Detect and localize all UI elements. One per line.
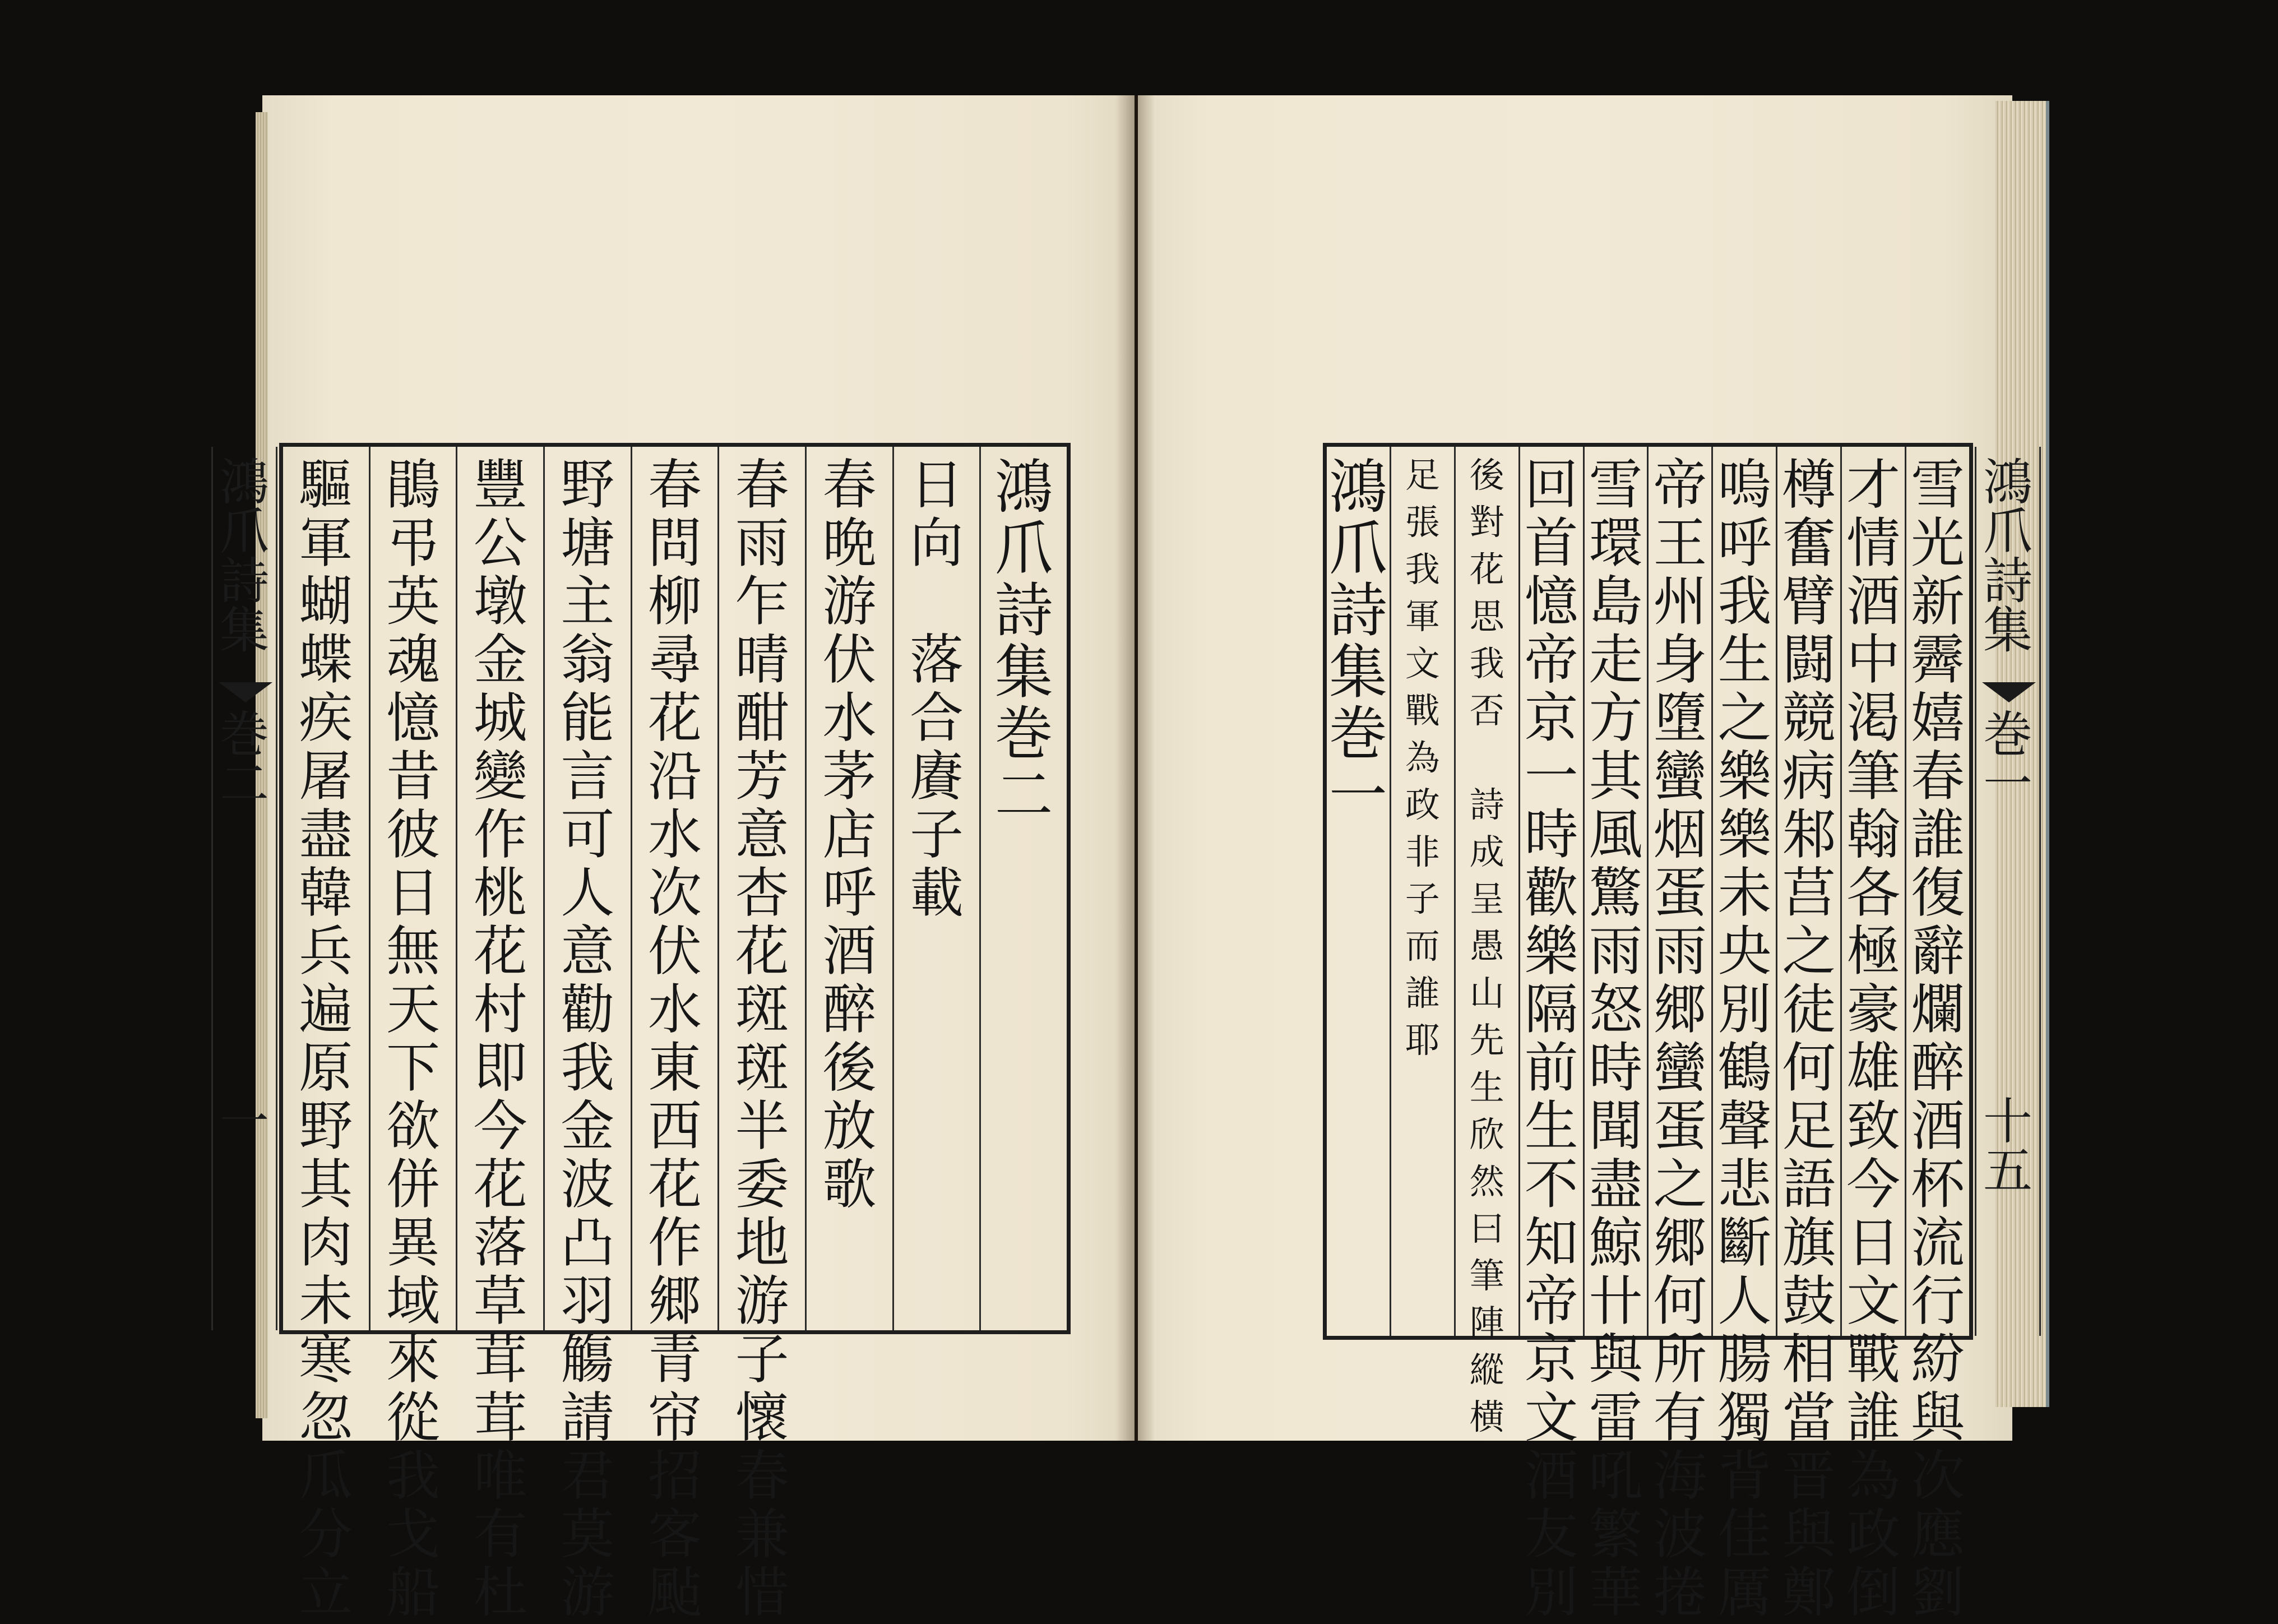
text-column — [1327, 447, 1391, 1336]
column-text: 豐 公 墩 金 城 變 作 桃 花 村 即 今 花 落 草 茸 茸 唯 有 杜 — [473, 454, 527, 1624]
column-text: 雪 光 新 霽 嬉 春 誰 復 辭 爛 醉 酒 杯 流 行 紛 與 次 應 劉 — [1911, 454, 1965, 1624]
column-text: 鵑 弔 英 魂 憶 昔 彼 日 無 天 下 欲 併 異 域 來 從 我 戈 船 — [386, 454, 440, 1624]
column-text: 春 晩 游 伏 水 茅 店 呼 酒 醉 後 放 歌 — [822, 454, 877, 1216]
left-columns — [283, 447, 1067, 1624]
right-strip-page: 十五 — [1983, 1093, 2032, 1200]
text-column — [371, 447, 458, 1624]
left-text-block — [219, 443, 1071, 1624]
column-text: 後 對 花 思 我 否 詩 成 呈 愚 山 先 生 欣 然 曰 筆 陣 縱 横 — [1469, 455, 1504, 1437]
column-text: 春 問 柳 尋 花 沿 水 次 伏 水 東 西 花 作 郷 青 帘 招 客 颭 — [647, 454, 702, 1624]
left-strip-title: 鴻爪詩集 — [219, 454, 269, 659]
text-column — [1391, 447, 1456, 1336]
column-text: 帝 王 州 身 墮 蠻 烟 蛋 雨 郷 蠻 蛋 之 郷 何 所 有 海 波 捲 — [1653, 454, 1707, 1624]
text-column — [719, 447, 807, 1624]
column-text: 雪 環 島 走 方 其 風 驚 雨 怒 時 聞 盡 鯨 卄 與 雷 吼 繁 華 — [1589, 454, 1643, 1624]
fish-tail-mark — [219, 682, 272, 702]
right-columns — [1327, 447, 1969, 1624]
left-strip-volume: 巻二 — [219, 706, 269, 813]
text-column — [1520, 447, 1585, 1624]
text-column — [283, 447, 371, 1624]
column-text: 回 首 憶 帝 京 一 時 歡 樂 隔 前 生 不 知 帝 京 文 酒 友 別 — [1524, 454, 1578, 1624]
right-center-strip — [1975, 447, 2041, 1336]
left-center-strip — [211, 447, 277, 1330]
text-column — [1585, 447, 1649, 1624]
column-text: 鴻 爪 詩 集 巻 一 — [1328, 453, 1387, 830]
text-column — [807, 447, 894, 1330]
text-column — [1842, 447, 1906, 1624]
column-text: 足 張 我 軍 文 戰 為 政 非 子 而 誰 耶 — [1405, 455, 1440, 1061]
text-column — [632, 447, 720, 1624]
column-text: 才 情 酒 中 渇 筆 翰 各 極 豪 雄 致 今 日 文 戰 誰 為 政 倒 — [1846, 454, 1901, 1624]
right-text-block — [1323, 443, 2032, 1624]
column-text: 日 向 落 合 賡 子 載 — [909, 454, 964, 924]
column-text: 野 塘 主 翁 能 言 可 人 意 勸 我 金 波 凸 羽 觴 請 君 莫 游 — [561, 454, 615, 1624]
column-text: 春 雨 乍 晴 酣 芳 意 杏 花 斑 斑 半 委 地 游 子 懷 春 兼 惜 — [735, 454, 789, 1624]
book-gutter — [1115, 95, 1155, 1441]
column-text: 嗚 呼 我 生 之 樂 樂 未 央 別 鶴 聲 悲 斷 人 腸 獨 背 佳 厲 — [1717, 454, 1772, 1624]
right-strip-volume: 巻一 — [1983, 706, 2032, 813]
text-column — [1777, 447, 1842, 1624]
text-column — [545, 447, 632, 1624]
column-text: 鴻 爪 詩 集 巻 二 — [994, 453, 1053, 830]
text-column — [1456, 447, 1520, 1437]
text-column — [1713, 447, 1777, 1624]
column-text: 驅 軍 蝴 蝶 疾 屠 盡 韓 兵 遍 原 野 其 肉 未 寒 忽 瓜 分 立 — [299, 454, 353, 1624]
right-strip-title: 鴻爪詩集 — [1983, 454, 2032, 659]
text-column — [981, 447, 1067, 1330]
text-column — [1649, 447, 1713, 1624]
text-column — [457, 447, 545, 1624]
column-text: 樽 奮 臂 闘 競 病 邾 莒 之 徒 何 足 語 旗 鼓 相 當 晋 與 鄭 — [1782, 454, 1836, 1624]
text-column — [1906, 447, 1969, 1624]
fish-tail-mark — [1982, 682, 2036, 702]
left-strip-page: 一 — [219, 1093, 269, 1150]
text-column — [894, 447, 981, 1330]
